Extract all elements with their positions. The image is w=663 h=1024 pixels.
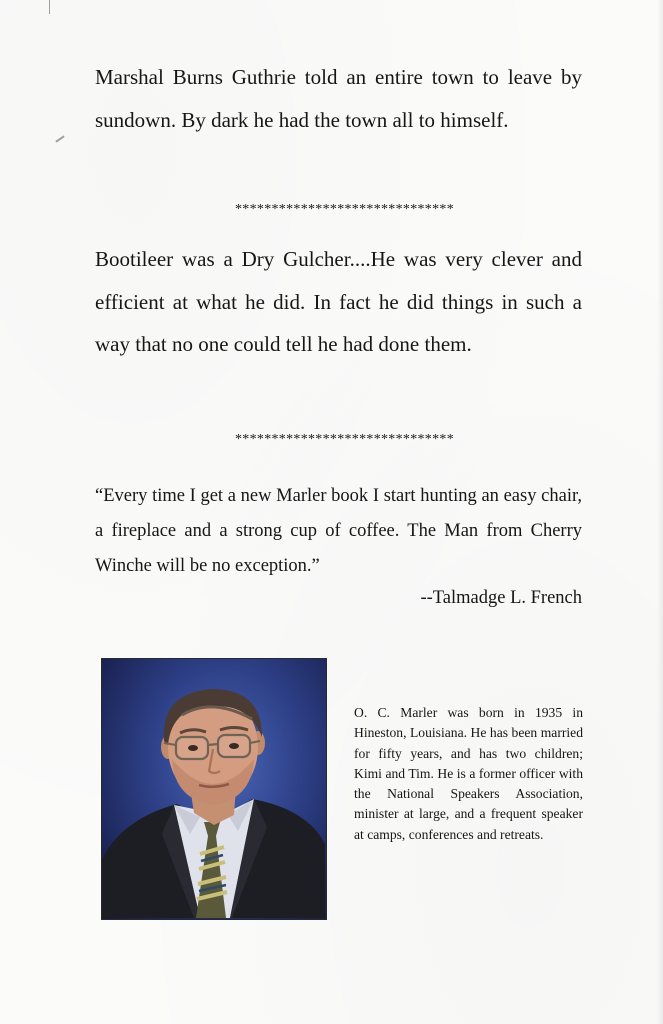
testimonial-attribution: --Talmadge L. French: [420, 588, 582, 608]
excerpt-paragraph-1: Marshal Burns Guthrie told an entire town to leave by sundown. By dark he had the town all to himself.: [95, 65, 582, 132]
author-portrait-illustration: [102, 659, 325, 918]
asterisk-separator-1: ******************************: [235, 202, 454, 217]
scuff-mark: [49, 0, 50, 14]
page-edge-shadow: [657, 0, 663, 1024]
asterisk-separator-2: ******************************: [235, 432, 454, 447]
excerpt-paragraph-2: Bootileer was a Dry Gulcher....He was very clever and efficient at what he did. In fact he did things in such a way that no one could tell he had done them.: [95, 247, 582, 356]
scuff-mark: [55, 135, 64, 142]
author-photo: [101, 658, 327, 920]
testimonial-quote: “Every time I get a new Marler book I start hunting an easy chair, a fireplace and a strong cup of coffee. The Man from Cherry Winche will be no exception.”: [95, 486, 582, 576]
author-bio: O. C. Marler was born in 1935 in Hineston, Louisiana. He has been married for fifty years, and has two children; Kimi and Tim. He is a former officer with the National Speakers Association, minister at large, and a frequent speaker at camps, conferences and retreats.: [354, 705, 583, 842]
